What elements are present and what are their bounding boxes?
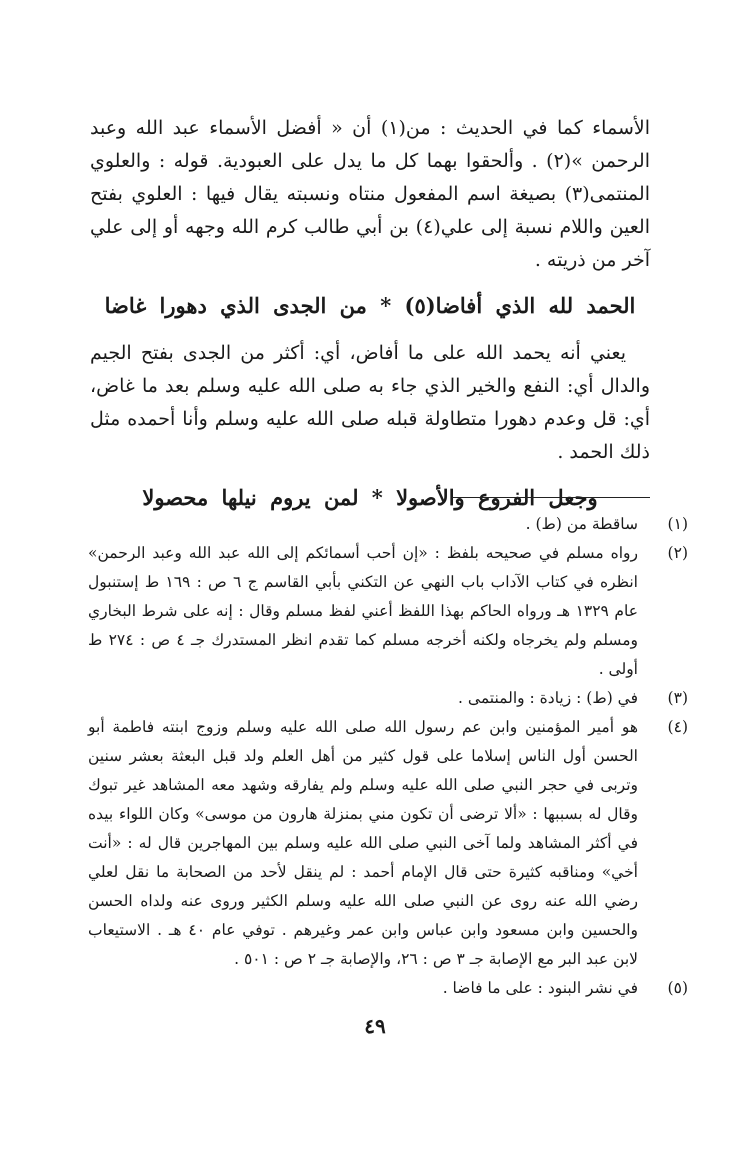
body-paragraph-2: يعني أنه يحمد الله على ما أفاض، أي: أكثر من الجدى بفتح الجيم والدال أي: النفع والخير الذي جاء به صلى الله عليه وسلم بعد ما غاض، أي: قل وعدم دهورا متطاولة قبله صلى الله عليه وسلم وأنا أحمده مثل ذلك الحمد . [90, 342, 650, 463]
footnote [88, 684, 688, 713]
footnote-text: ساقطة من (ط) . [525, 515, 638, 533]
footnote-number: (٢) [667, 544, 688, 562]
footnote [88, 510, 688, 539]
footnote-text: هو أمير المؤمنين وابن عم رسول الله صلى الله عليه وسلم وزوج ابنته فاطمة أبو الحسن أول الناس إسلاما على قول كثير من أهل العلم ولد قبل البعثة بعشر سنين وتربى في حجر النبي صلى الله عليه وسلم ولم يفارقه وشهد معه المشاهد غير تبوك وقال له بسببها : «ألا ترضى أن تكون مني بمنزلة هارون من موسى» وكان اللواء بيده في أكثر المشاهد ولما آخى النبي صلى الله عليه وسلم بين المهاجرين قال له : «أنت أخي» ومناقبه كثيرة حتى قال الإمام أحمد : لم ينقل لأحد من الصحابة ما نقل لعلي رضي الله عنه روى عن النبي صلى الله عليه وسلم الكثير وروى عنه ولداه الحسن والحسين وابن مسعود وابن عباس وابن عمر وغيرهم . توفي عام ٤٠ هـ . الاستيعاب لابن عبد البر مع الإصابة جـ ٣ ص : ٢٦، والإصابة جـ ٢ ص : ٥٠١ . [88, 718, 638, 968]
footnote [88, 974, 688, 1003]
verse-line-2: وجعل الفروع والأصولا * لمن يروم نيلها محصولا [142, 485, 598, 510]
footnote-number: (١) [667, 515, 688, 533]
footnote-text: في نشر البنود : على ما فاضا . [442, 979, 638, 997]
footnote [88, 539, 688, 684]
footnote-number: (٣) [667, 689, 688, 707]
footnote-separator [452, 497, 650, 498]
body-paragraph-1: الأسماء كما في الحديث : من(١) أن « أفضل الأسماء عبد الله وعبد الرحمن »(٢) . وألحقوا بهما كل ما يدل على العبودية. قوله : والعلوي المنتمى(٣) بصيغة اسم المفعول منتاه ونسبته يقال فيها : العلوي بفتح العين واللام نسبة إلى علي(٤) بن أبي طالب كرم الله وجهه أو إلى علي آخر من ذريته . [90, 117, 650, 271]
footnote-number: (٤) [667, 718, 688, 736]
footnote [88, 713, 688, 974]
footnote-text: في (ط) : زيادة : والمنتمى . [458, 689, 638, 707]
footnote-number: (٥) [667, 979, 688, 997]
footnotes [88, 510, 688, 1003]
footnote-text: رواه مسلم في صحيحه بلفظ : «إن أحب أسمائكم إلى الله عبد الله وعبد الرحمن» انظره في كتاب الآداب باب النهي عن التكني بأبي القاسم ج ٦ ص : ١٦٩ ط إستنبول عام ١٣٢٩ هـ ورواه الحاكم بهذا اللفظ أعني لفظ مسلم وقال : إنه على شرط البخاري ومسلم ولم يخرجاه ولكنه أخرجه مسلم كما تقدم انظر المستدرك جـ ٤ ص : ٢٧٤ ط أولى . [88, 544, 639, 678]
main-text [90, 112, 650, 529]
verse-line-1: الحمد لله الذي أفاضا(٥) * من الجدى الذي دهورا غاضا [104, 293, 636, 318]
page-number: ٤٩ [364, 1014, 386, 1038]
